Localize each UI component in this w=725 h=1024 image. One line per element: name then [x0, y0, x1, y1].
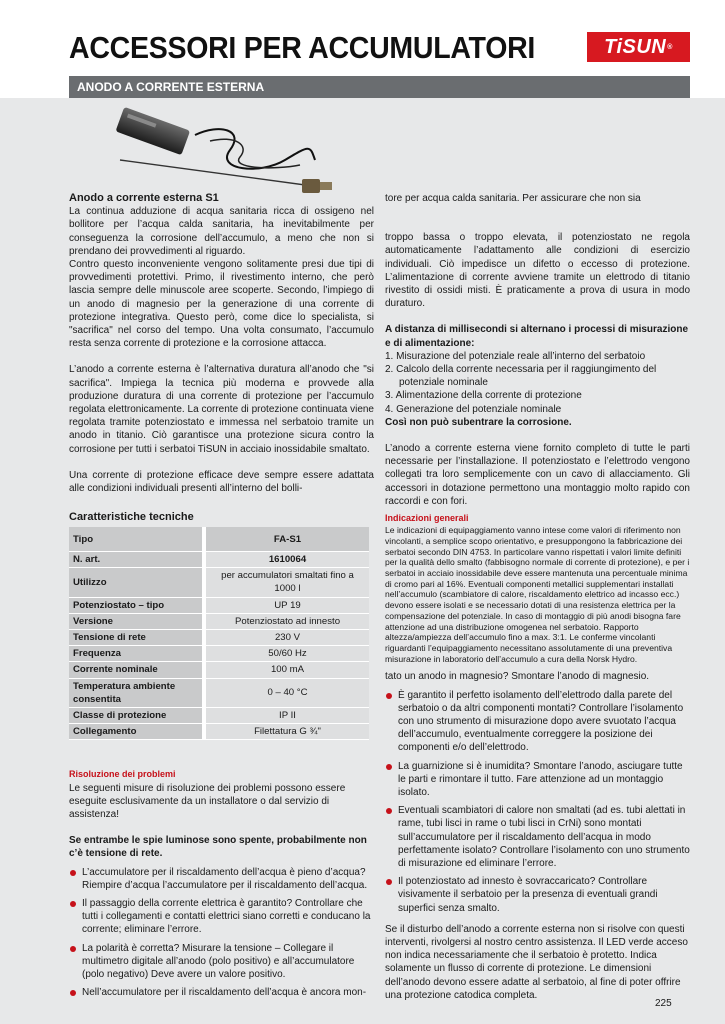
table-value: Filettatura G ¾" [204, 724, 369, 740]
list-item: La polarità è corretta? Misurare la tensione – Collegare il multimetro digitale all’anodo (polo positivo) e all’accumulatore (polo negativo) Deve avere un valore positivo. [69, 942, 374, 982]
table-value: 100 mA [204, 662, 369, 678]
table-row [69, 551, 369, 567]
steps-heading: A distanza di millisecondi si alternano i processi di misurazione e di alimentazione: [385, 324, 689, 349]
notes-text: Le indicazioni di equipaggiamento vanno intese come valori di riferimento non vincolanti, a semplice scopo orientativo, e presuppongono la fabbricazione dei serbatoi secondo DIN 4753. In particolare vanno rispettati i valori limite definiti per la qualità dello smalto (fabbisogno normale di corrente di protezione), e per i serbatoi in acciaio inossidabile deve essere mantenuta una percentuale minima di cromo pari al 16%. Eventuali componenti metallici supplementari installati nell’accumulo (scambiatore di calore, riscaldamento elettrico ad incasso ecc.) devono essere isolati e se necessario dotati di una resistenza elettrica per la compensazione del potenziale. In caso di montaggio di più anodi bisogna fare attenzione ad una distribuzione omogenea nel serbatoio. Rapporto altezza/ampiezza dell’accumulo fino a max. 3:1. Le conferme vincolanti riguardanti l’equipaggiamento necessitano assolutamente di una preventiva misurazione in laboratorio dell’accumulo a cura della Norsk Hydro. [385, 525, 690, 664]
table-row [69, 629, 369, 645]
troubleshooting-intro: Le seguenti misure di risoluzione dei problemi possono essere eseguite esclusivamente da un installatore o dal servizio di assistenza! [69, 782, 346, 821]
table-value: Potenziostato ad innesto [204, 613, 369, 629]
list-item: Il potenziostato ad innesto è sovraccaricato? Controllare visivamente il serbatoio per la presenza di eventuali grandi superfici senza smalto. [385, 875, 690, 915]
product-heading: Anodo a corrente esterna S1 [69, 192, 219, 204]
list-item: La guarnizione si è inumidita? Smontare l’anodo, asciugare tutte le parti e rimontare il tutto. Fare attenzione ad un montaggio isolato. [385, 760, 690, 800]
regulation-paragraph: troppo bassa o troppo elevata, il potenziostato ne regola automaticamente l’adattamento alle condizioni di esercizio individuali. Ciò impedisce un difetto o eccesso di protezione. L’alimentazione di corrente avviene tramite un elettrodo di titanio rivestito di ossidi misti. È praticamente a prova di usura in modo duraturo. [385, 232, 690, 310]
list-item: Eventuali scambiatori di calore non smaltati (ad es. tubi alettati in rame, tubi lisci in rame o tubi lisci in CrNi) sono montati sull’accumulatore per il riscaldamento dell’acqua in modo perfettamente isolato? Controllare l’isolamento con uno strumento di misurazione ed eliminare l’errore. [385, 804, 690, 870]
list-item: L’accumulatore per il riscaldamento dell’acqua è pieno d’acqua? Riempire d’acqua l’accumulatore per il riscaldamento dell’acqua. [69, 866, 374, 892]
table-label: Utilizzo [69, 568, 204, 597]
table-row [69, 678, 369, 707]
list-item: Nell’accumulatore per il riscaldamento dell’acqua è ancora mon- [69, 986, 374, 999]
table-value: IP II [204, 708, 369, 724]
table-value: 0 – 40 °C [204, 678, 369, 707]
product-photo [110, 105, 350, 200]
list-item: 1. Misurazione del potenziale reale all’interno del serbatoio [385, 350, 646, 362]
list-item: 2. Calcolo della corrente necessaria per il raggiungimento del potenziale nominale [385, 364, 657, 389]
table-label: Potenziostato – tipo [69, 597, 204, 613]
table-row [69, 527, 369, 551]
list-item: Il passaggio della corrente elettrica è garantito? Controllare che tutti i collegamenti e contatti elettrici siano corretti e conducano la corrente; eliminare l’errore. [69, 897, 374, 937]
intro-paragraph: La continua adduzione di acqua sanitaria ricca di ossigeno nel bollitore per l’acqua calda sanitaria, ha inevitabilmente per conseguenza la corrosione dell’accumulo, a meno che non si prendano dei provvedimenti al riguardo. [69, 206, 374, 257]
section-title: ANODO A CORRENTE ESTERNA [69, 76, 690, 98]
adaptation-paragraph: Una corrente di protezione efficace deve sempre essere adattata alle condizioni individuali presenti all’interno del bolli- [69, 469, 374, 495]
table-row [69, 597, 369, 613]
table-row [69, 662, 369, 678]
table-value: FA-S1 [204, 527, 369, 551]
list-item: È garantito il perfetto isolamento dell’elettrodo dalla parete del serbatoio o da altri componenti montati? Controllare l’isolamento con uno strumento di misurazione dopo avere svuotato l’acqua dell’accumulo, eventualmente correggere la posizione dei componenti e/o dell’elettrodo. [385, 689, 690, 755]
troubleshooting-list-right [385, 689, 690, 915]
troubleshooting-list-left [69, 866, 374, 1000]
tech-table [69, 527, 369, 740]
list-item: 3. Alimentazione della corrente di protezione [385, 390, 582, 402]
protection-paragraph: Contro questo inconveniente vengono solitamente presi due tipi di provvedimenti protettivi. Primo, il rivestimento interno, che però lascia sempre delle minuscole aree scoperte. Secondo, l’impiego di un anodo di magnesio per la generazione di una corrente di protezione integrativa. Questo però, come dice lo specialista, si "sacrifica" nel corso del tempo. Una volta consumato, l’accumulo resta senza corrente di protezione e la corrosione attacca. [69, 259, 374, 350]
table-label: Frequenza [69, 646, 204, 662]
table-value: UP 19 [204, 597, 369, 613]
table-value: 230 V [204, 629, 369, 645]
table-label: Tipo [69, 527, 204, 551]
troubleshooting-heading: Risoluzione dei problemi [69, 769, 176, 780]
page-title: ACCESSORI PER ACCUMULATORI [69, 30, 536, 65]
table-value: 1610064 [204, 551, 369, 567]
list-item: 4. Generazione del potenziale nominale [385, 403, 562, 415]
left-column [69, 192, 374, 1004]
tech-heading: Caratteristiche tecniche [69, 511, 194, 524]
table-label: Corrente nominale [69, 662, 204, 678]
table-row [69, 568, 369, 597]
steps-list [385, 350, 690, 416]
steps-footer: Così non può subentrare la corrosione. [385, 416, 572, 428]
final-paragraph: Se il disturbo dell’anodo a corrente esterna non si risolve con questi interventi, rivolgersi al nostro centro assistenza. Il LED verde acceso non indica necessariamente che il serbatoio è protetto. Indica solamente un flusso di corrente di protezione. Le dimensioni dell’anodo devono essere adatte al serbatoio, al fine di poter offrire una protezione catodica completa. [385, 923, 688, 1001]
table-row [69, 708, 369, 724]
table-value: 50/60 Hz [204, 646, 369, 662]
table-label: N. art. [69, 551, 204, 567]
right-column [385, 192, 690, 1015]
brand-logo [587, 32, 690, 62]
page-number: 225 [655, 998, 672, 1009]
table-value: per accumulatori smaltati fino a 1000 l [204, 568, 369, 597]
table-row [69, 724, 369, 740]
table-label: Classe di protezione [69, 708, 204, 724]
table-row [69, 646, 369, 662]
delivery-paragraph: L’anodo a corrente esterna viene fornito completo di tutte le parti necessarie per l’installazione. Il potenziostato e l’elettrodo vengono collegati tra loro semplicemente con un cavo di allacciamento. Gli accessori in dotazione permettono una montaggio molto rapido con raccordi e con fori. [385, 443, 690, 507]
table-label: Collegamento [69, 724, 204, 740]
brand-registered-mark: ® [667, 43, 673, 51]
table-label: Versione [69, 613, 204, 629]
troubleshooting-note: Se entrambe le spie luminose sono spente, probabilmente non c’è tensione di rete. [69, 835, 367, 860]
brand-name: TiSUN [604, 35, 667, 58]
table-label: Temperatura ambiente consentita [69, 678, 204, 707]
continued-bullet-text: tato un anodo in magnesio? Smontare l’anodo di magnesio. [385, 671, 650, 683]
alternative-paragraph: L’anodo a corrente esterna è l’alternativa duratura all’anodo che "si sacrifica". Impiega la tecnica più moderna e provvede alla produzione duratura di una corrente di protezione per l’accumulo regolata elettronicamente. La corrente di protezione continuata viene regolata tramite potenziostato e immessa nel serbatoio tramite un anodo in titanio. Ciò garantisce una protezione sicura contro la corrosione per tutti i serbatoi TiSUN in acciaio inossidabile smaltato. [69, 364, 374, 455]
notes-heading: Indicazioni generali [385, 513, 469, 524]
table-label: Tensione di rete [69, 629, 204, 645]
table-row [69, 613, 369, 629]
continued-paragraph: tore per acqua calda sanitaria. Per assicurare che non sia [385, 193, 641, 204]
